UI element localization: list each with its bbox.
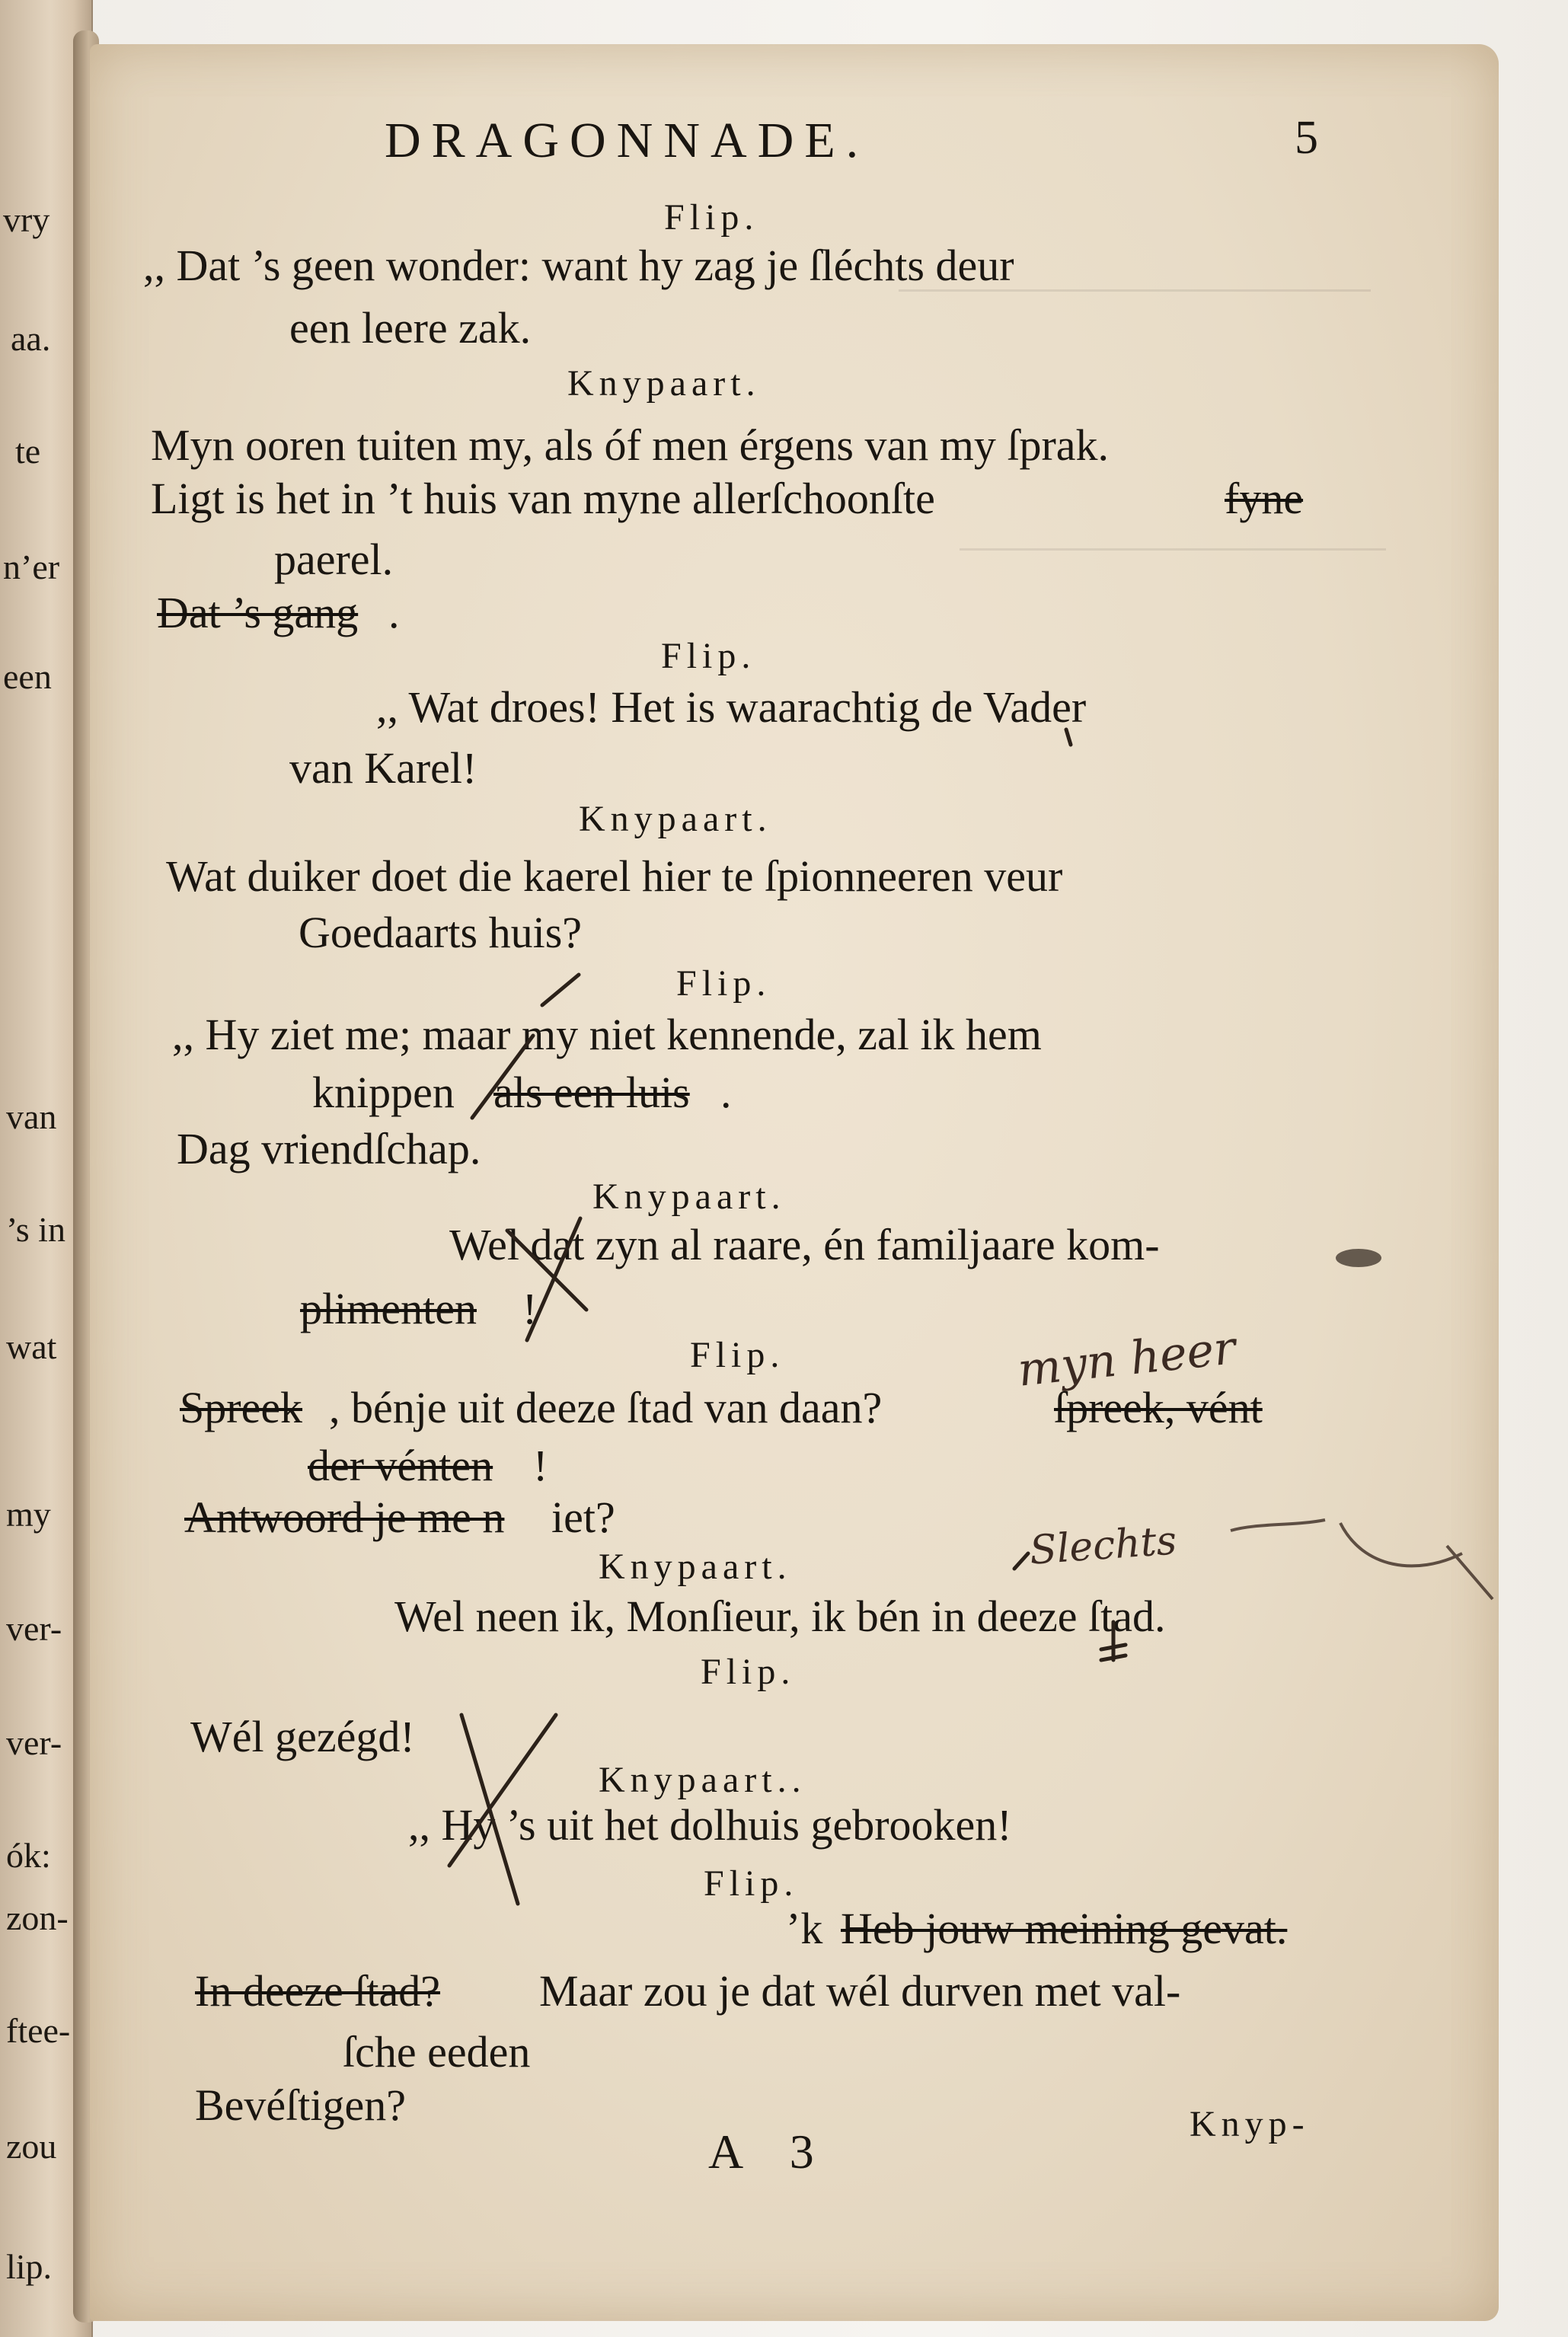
text-line: Bevéſtigen? bbox=[195, 2080, 407, 2130]
struck-text: Dat ’s gang bbox=[157, 588, 359, 637]
text-line: Maar zou je dat wél durven met val- bbox=[539, 1966, 1181, 2016]
margin-fragment: aa. bbox=[11, 319, 51, 358]
text-line: . bbox=[720, 1068, 732, 1117]
speaker-label: Flip. bbox=[704, 1863, 799, 1904]
margin-fragment: een bbox=[3, 657, 52, 696]
text-line: van Karel! bbox=[289, 743, 477, 793]
signature-mark: A 3 bbox=[708, 2125, 832, 2179]
speaker-label: Flip. bbox=[661, 636, 756, 676]
text-line: ! bbox=[533, 1441, 548, 1490]
struck-text: Spreek bbox=[180, 1383, 303, 1432]
margin-fragment: lip. bbox=[6, 2247, 53, 2286]
running-title: DRAGONNADE. bbox=[385, 113, 870, 168]
catchword: Knyp- bbox=[1190, 2104, 1310, 2144]
text-line: ,, Hy ziet me; maar my niet kennende, zal ik hem bbox=[172, 1010, 1042, 1059]
text-line: Wel neen ik, Monſieur, ik bén in deeze ſtad. bbox=[394, 1592, 1166, 1641]
text-line: ! bbox=[522, 1284, 538, 1333]
text-line: , bénje uit deeze ſtad van daan? bbox=[329, 1383, 883, 1432]
struck-text: fyne bbox=[1225, 474, 1304, 523]
handwritten-note: Slechts bbox=[1028, 1518, 1179, 1574]
text-line: Myn ooren tuiten my, als óf men érgens van my ſprak. bbox=[151, 420, 1110, 470]
struck-text: als een luis bbox=[493, 1068, 690, 1117]
margin-fragment: ’s in bbox=[6, 1210, 65, 1249]
text-line: Wat duiker doet die kaerel hier te ſpionneeren veur bbox=[166, 851, 1063, 901]
text-line: Wél gezégd! bbox=[190, 1712, 415, 1761]
margin-fragment: zon- bbox=[6, 1898, 69, 1937]
speaker-label: Knypaart. bbox=[592, 1176, 786, 1217]
margin-fragment: ók: bbox=[6, 1836, 51, 1875]
page-number: 5 bbox=[1295, 112, 1318, 164]
handwritten-note: myn heer bbox=[1015, 1321, 1238, 1397]
margin-fragment: n’er bbox=[3, 548, 60, 586]
struck-text: der vénten bbox=[308, 1441, 493, 1490]
text-line: Dag vriendſchap. bbox=[177, 1124, 481, 1173]
margin-fragment: vry bbox=[3, 200, 50, 239]
text-line: ’k bbox=[786, 1904, 823, 1953]
margin-fragment: ver- bbox=[6, 1609, 62, 1648]
text-line: . bbox=[388, 588, 400, 637]
margin-fragment: ftee- bbox=[6, 2011, 71, 2050]
struck-text: plimenten bbox=[300, 1284, 477, 1333]
text-line: paerel. bbox=[274, 535, 394, 584]
struck-text: Heb jouw meining gevat. bbox=[841, 1904, 1288, 1953]
text-line: ,, Wat droes! Het is waarachtig de Vader bbox=[376, 682, 1087, 732]
struck-text: Antwoord je me n bbox=[184, 1493, 505, 1542]
text-line: Ligt is het in ’t huis van myne allerſchoonſte bbox=[151, 474, 935, 523]
text-line: Goedaarts huis? bbox=[299, 908, 583, 957]
speaker-label: Flip. bbox=[701, 1652, 796, 1692]
speaker-label: Knypaart. bbox=[579, 799, 772, 839]
text-line: ,, Hy ’s uit het dolhuis gebrooken! bbox=[408, 1800, 1012, 1850]
speaker-label: Knypaart.. bbox=[599, 1760, 806, 1800]
cross-mark bbox=[472, 1036, 533, 1118]
margin-fragment: wat bbox=[6, 1327, 57, 1366]
ink-blot bbox=[1336, 1249, 1381, 1267]
text-line: knippen bbox=[312, 1068, 455, 1117]
text-line: een leere zak. bbox=[289, 303, 532, 353]
speaker-label: Flip. bbox=[676, 963, 771, 1004]
margin-fragment: van bbox=[6, 1097, 57, 1136]
text-line: iet? bbox=[551, 1493, 615, 1542]
text-line: ,, Dat ’s geen wonder: want hy zag je ſléchts deur bbox=[143, 241, 1014, 290]
struck-text: In deeze ſtad? bbox=[195, 1966, 441, 2016]
margin-fragment: ver- bbox=[6, 1723, 62, 1762]
cross-mark bbox=[542, 975, 579, 1005]
cross-mark bbox=[449, 1715, 556, 1866]
caret-mark bbox=[1014, 1553, 1028, 1569]
speaker-label: Flip. bbox=[690, 1335, 785, 1375]
speaker-label: Flip. bbox=[664, 197, 759, 238]
text-line: Wel dat zyn al raare, én familjaare kom- bbox=[449, 1220, 1160, 1269]
struck-text: ſpreek, vént bbox=[1054, 1383, 1263, 1432]
speaker-label: Knypaart. bbox=[567, 363, 761, 404]
margin-fragment: te bbox=[15, 432, 41, 471]
caret-mark bbox=[1066, 730, 1071, 745]
text-line: ſche eeden bbox=[343, 2027, 531, 2077]
speaker-label: Knypaart. bbox=[599, 1547, 792, 1587]
pencil-scribble bbox=[1231, 1520, 1493, 1599]
insertion-mark bbox=[1101, 1622, 1126, 1660]
cross-mark bbox=[527, 1218, 580, 1340]
margin-fragment: my bbox=[6, 1495, 51, 1534]
margin-fragment: zou bbox=[6, 2127, 57, 2166]
